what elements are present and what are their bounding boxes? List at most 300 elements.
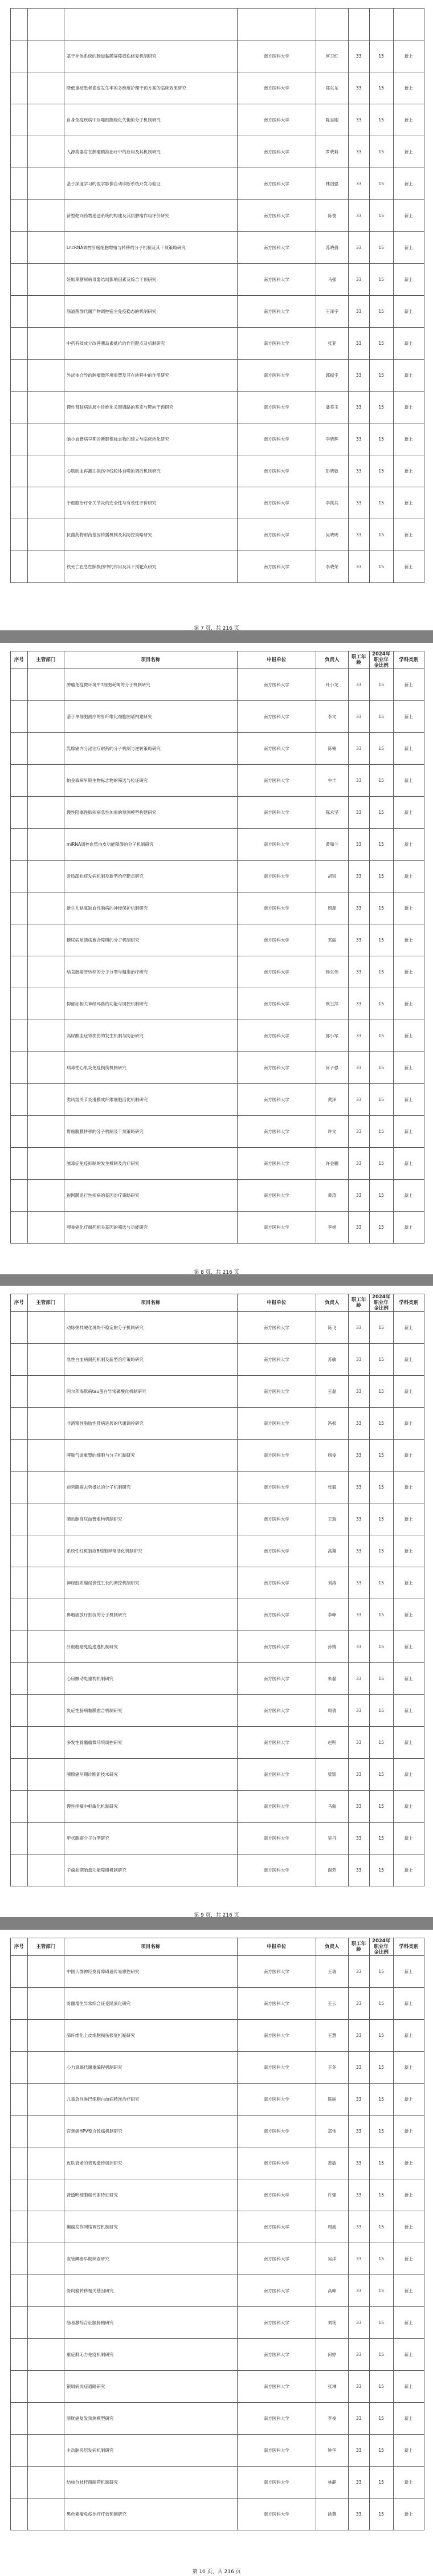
table-row (11, 104, 424, 136)
table-row (11, 956, 424, 988)
table-row (11, 519, 424, 551)
col-ratio-cell: 15 (369, 1376, 393, 1408)
col-dept-cell (27, 1956, 64, 1988)
col-leader-cell: 周源 (316, 892, 348, 924)
col-leader-cell: 李晓辉 (316, 423, 348, 455)
col-ratio-cell: 15 (369, 2243, 393, 2275)
col-age-cell: 33 (348, 1312, 369, 1344)
col-seq-cell (11, 1440, 28, 1472)
col-ratio-cell: 15 (369, 2020, 393, 2052)
col-ratio-cell: 15 (369, 296, 393, 328)
project-table (10, 1938, 424, 2530)
col-dept-cell (27, 9, 64, 40)
col-seq-cell (11, 956, 28, 988)
col-unit-cell: 南方医科大学 (237, 2435, 316, 2467)
col-dept-cell (27, 2403, 64, 2435)
col-category-cell: 新上 (393, 1408, 424, 1440)
table-row (11, 551, 424, 583)
table-row (11, 733, 424, 765)
col-age-cell: 33 (348, 669, 369, 701)
col-dept-cell (27, 1727, 64, 1759)
col-leader-cell: 苏晓倩 (316, 232, 348, 264)
col-project-cell: 前列腺癌去势抵抗的分子机制研究 (64, 1472, 237, 1503)
col-leader-cell: 陈志刚 (316, 104, 348, 136)
col-unit-cell: 南方医科大学 (237, 104, 316, 136)
col-project-cell: 慢性疼痛中枢敏化机制研究 (64, 1791, 237, 1823)
col-category-cell: 新上 (393, 1376, 424, 1408)
col-seq-cell (11, 392, 28, 423)
col-project-cell: 黑色素瘤免疫治疗疗效预测研究 (64, 2498, 237, 2530)
col-leader-cell: 钟华 (316, 2435, 348, 2467)
col-seq-cell (11, 892, 28, 924)
table-row (11, 1727, 424, 1759)
col-seq-cell (11, 924, 28, 956)
col-age-cell: 33 (348, 2084, 369, 2116)
col-age-cell: 33 (348, 1408, 369, 1440)
col-unit-cell: 南方医科大学 (237, 519, 316, 551)
col-unit-cell: 南方医科大学 (237, 1052, 316, 1084)
col-leader-cell: 吴晓明 (316, 519, 348, 551)
col-category-cell: 新上 (393, 232, 424, 264)
table-row (11, 861, 424, 892)
col-dept-cell (27, 72, 64, 104)
table-row (11, 296, 424, 328)
table-row (11, 2339, 424, 2371)
col-seq-cell (11, 733, 28, 765)
col-seq-cell (11, 988, 28, 1020)
col-age-cell: 33 (348, 1567, 369, 1599)
col-category-cell: 新上 (393, 1440, 424, 1472)
col-leader-cell: 王磊 (316, 1376, 348, 1408)
col-dept-cell (27, 797, 64, 829)
col-unit-cell: 南方医科大学 (237, 1312, 316, 1344)
col-seq-header: 序号 (11, 651, 28, 669)
col-unit-cell: 南方医科大学 (237, 1567, 316, 1599)
col-project-cell: 非酒精性脂肪性肝病进展的代谢调控研究 (64, 1408, 237, 1440)
col-ratio-cell: 15 (369, 1312, 393, 1344)
col-dept-cell (27, 423, 64, 455)
col-leader-cell: 马骏 (316, 1791, 348, 1823)
col-seq-cell (11, 2498, 28, 2530)
col-age-cell: 33 (348, 2307, 369, 2339)
col-age-cell: 33 (348, 1695, 369, 1727)
col-dept-cell (27, 924, 64, 956)
col-leader-cell: 王慧 (316, 2020, 348, 2052)
col-project-cell: 慢性肾脏病进展中纤维化关键通路的鉴定与靶向干预研究 (64, 392, 237, 423)
col-ratio-cell: 15 (369, 2403, 393, 2435)
table-row (11, 669, 424, 701)
col-leader-cell: 梁颖 (316, 1759, 348, 1791)
col-ratio-cell: 15 (369, 2498, 393, 2530)
col-leader-cell: 李晓荣 (316, 551, 348, 583)
col-project-cell (64, 9, 237, 40)
col-age-cell: 33 (348, 2435, 369, 2467)
col-category-cell: 新上 (393, 1084, 424, 1116)
col-unit-cell: 南方医科大学 (237, 1631, 316, 1663)
col-dept-cell (27, 1823, 64, 1854)
col-unit-cell: 南方医科大学 (237, 892, 316, 924)
col-project-cell: 阿尔茨海默病tau蛋白异常磷酸化机制研究 (64, 1376, 237, 1408)
col-category-cell: 新上 (393, 765, 424, 797)
col-leader-cell: 王瑞 (316, 1503, 348, 1535)
col-ratio-cell: 15 (369, 519, 393, 551)
col-dept-cell (27, 232, 64, 264)
col-seq-cell (11, 1759, 28, 1791)
col-project-cell: 心肌缺血再灌注损伤中线粒体自噬的调控机制研究 (64, 455, 237, 487)
col-age-cell: 33 (348, 2403, 369, 2435)
col-age-cell: 33 (348, 2147, 369, 2179)
col-seq-cell (11, 2339, 28, 2371)
col-leader-cell: 何卫红 (316, 40, 348, 72)
col-category-cell: 新上 (393, 2275, 424, 2307)
col-seq-cell (11, 1312, 28, 1344)
col-leader-cell: 朱磊 (316, 1663, 348, 1695)
col-project-cell: 肝细胞癌免疫逃逸机制研究 (64, 1631, 237, 1663)
col-leader-cell: 邓丽 (316, 924, 348, 956)
col-dept-cell (27, 988, 64, 1020)
col-ratio-cell: 15 (369, 328, 393, 360)
table-row (11, 765, 424, 797)
col-leader-header: 负责人 (316, 1938, 348, 1956)
table-row (11, 2020, 424, 2052)
col-ratio-cell: 15 (369, 200, 393, 232)
table-row (11, 2179, 424, 2211)
col-project-cell: 中国人群神经发育障碍遗传易感性研究 (64, 1956, 237, 1988)
col-category-cell: 新上 (393, 519, 424, 551)
table-header-row (11, 1938, 424, 1956)
col-ratio-cell: 15 (369, 669, 393, 701)
col-category-cell: 新上 (393, 2498, 424, 2530)
col-category-cell: 新上 (393, 1503, 424, 1535)
col-dept-cell (27, 328, 64, 360)
col-category-cell: 新上 (393, 1663, 424, 1695)
col-age-cell: 33 (348, 200, 369, 232)
col-ratio-cell: 15 (369, 487, 393, 519)
col-category-cell: 新上 (393, 669, 424, 701)
col-category-header: 学科类别 (393, 651, 424, 669)
col-project-cell: 乳腺癌内分泌治疗耐药的分子机制与逆转策略研究 (64, 733, 237, 765)
table-row (11, 392, 424, 423)
col-dept-cell (27, 1759, 64, 1791)
col-age-cell: 33 (348, 829, 369, 861)
table-row (11, 1408, 424, 1440)
col-ratio-cell: 15 (369, 1212, 393, 1244)
col-ratio-cell: 15 (369, 2052, 393, 2084)
col-project-cell: 心力衰竭代谢重编程机制研究 (64, 2052, 237, 2084)
col-project-cell: miRNA调控血管内皮功能障碍的分子机制研究 (64, 829, 237, 861)
col-category-cell: 新上 (393, 168, 424, 200)
col-age-cell: 33 (348, 551, 369, 583)
col-seq-cell (11, 1823, 28, 1854)
col-category-cell: 新上 (393, 487, 424, 519)
col-seq-cell (11, 701, 28, 733)
col-project-cell: 癫痫发作网络调控机制研究 (64, 2211, 237, 2243)
table-row (11, 455, 424, 487)
col-leader-cell: 杨俊 (316, 1440, 348, 1472)
col-project-cell: 脑小血管病早期诊断影像标志物的建立与临床转化研究 (64, 423, 237, 455)
col-age-cell: 33 (348, 264, 369, 296)
col-project-cell: 结直肠癌肝转移的分子分型与精准治疗研究 (64, 956, 237, 988)
col-unit-cell: 南方医科大学 (237, 2371, 316, 2403)
col-seq-cell (11, 1020, 28, 1052)
col-project-cell: 甲状腺癌分子分型研究 (64, 1823, 237, 1854)
page-10 (0, 1930, 433, 2576)
col-category-cell: 新上 (393, 1116, 424, 1148)
col-leader-cell: 张毅 (316, 1472, 348, 1503)
col-ratio-cell: 15 (369, 829, 393, 861)
table-row (11, 328, 424, 360)
col-category-cell: 新上 (393, 423, 424, 455)
col-unit-cell: 南方医科大学 (237, 2211, 316, 2243)
col-leader-cell: 李俊 (316, 2403, 348, 2435)
col-seq-cell (11, 1535, 28, 1567)
col-seq-cell (11, 360, 28, 392)
col-age-cell: 33 (348, 1988, 369, 2020)
col-category-cell: 新上 (393, 1695, 424, 1727)
page-footer: 第 7 页，共 216 页 (194, 626, 239, 631)
table-row (11, 1663, 424, 1695)
col-ratio-cell: 15 (369, 1823, 393, 1854)
col-project-cell: 骨肉瘤转移相关基因研究 (64, 2275, 237, 2307)
col-category-cell: 新上 (393, 296, 424, 328)
table-row (11, 1956, 424, 1988)
col-ratio-cell: 15 (369, 892, 393, 924)
col-seq-cell (11, 1854, 28, 1886)
col-leader-cell: 李峰 (316, 1599, 348, 1631)
col-leader-cell: 陈永坚 (316, 797, 348, 829)
col-project-cell: 肠易激综合征脑肠轴研究 (64, 2307, 237, 2339)
col-category-cell: 新上 (393, 328, 424, 360)
page-footer: 第 10 页，共 216 页 (192, 2569, 241, 2575)
col-age-cell: 33 (348, 232, 369, 264)
col-dept-cell (27, 2179, 64, 2211)
col-seq-cell (11, 1631, 28, 1663)
col-ratio-cell: 15 (369, 104, 393, 136)
col-dept-cell (27, 264, 64, 296)
col-dept-cell (27, 892, 64, 924)
col-leader-cell: 高峰 (316, 2275, 348, 2307)
col-category-cell: 新上 (393, 1148, 424, 1180)
col-ratio-cell: 15 (369, 765, 393, 797)
col-age-cell: 33 (348, 2498, 369, 2530)
col-ratio-cell: 15 (369, 2179, 393, 2211)
col-ratio-cell: 15 (369, 72, 393, 104)
col-category-cell: 新上 (393, 2116, 424, 2147)
col-category-cell: 新上 (393, 1759, 424, 1791)
col-unit-cell: 南方医科大学 (237, 2179, 316, 2211)
col-seq-cell (11, 2211, 28, 2243)
col-unit-cell: 南方医科大学 (237, 232, 316, 264)
col-ratio-cell: 15 (369, 797, 393, 829)
table-row (11, 2275, 424, 2307)
col-age-cell: 33 (348, 1535, 369, 1567)
col-dept-cell (27, 2084, 64, 2116)
col-seq-cell (11, 861, 28, 892)
col-dept-cell (27, 104, 64, 136)
table-row (11, 168, 424, 200)
table-row (11, 1440, 424, 1472)
col-age-cell: 33 (348, 1440, 369, 1472)
col-dept-cell (27, 1631, 64, 1663)
table-row (11, 1020, 424, 1052)
table-row (11, 360, 424, 392)
col-ratio-cell: 15 (369, 423, 393, 455)
table-row (11, 2307, 424, 2339)
table-row (11, 264, 424, 296)
col-category-cell: 新上 (393, 1567, 424, 1599)
table-row (11, 1472, 424, 1503)
col-dept-cell (27, 1695, 64, 1727)
table-row (11, 1631, 424, 1663)
col-ratio-cell: 15 (369, 1956, 393, 1988)
table-row (11, 1084, 424, 1116)
col-unit-cell: 南方医科大学 (237, 360, 316, 392)
col-dept-cell (27, 2498, 64, 2530)
table-row (11, 1988, 424, 2020)
col-seq-cell (11, 72, 28, 104)
col-leader-cell: 王泽宇 (316, 296, 348, 328)
col-seq-cell (11, 551, 28, 583)
table-row (11, 40, 424, 72)
col-unit-cell: 南方医科大学 (237, 1503, 316, 1535)
col-category-cell: 新上 (393, 455, 424, 487)
col-leader-cell: 胡锐 (316, 861, 348, 892)
col-ratio-cell: 15 (369, 1535, 393, 1567)
col-seq-cell (11, 1727, 28, 1759)
col-seq-cell (11, 2307, 28, 2339)
table-row (11, 2435, 424, 2467)
col-seq-cell (11, 1956, 28, 1988)
col-seq-header: 序号 (11, 1938, 28, 1956)
col-dept-cell (27, 1503, 64, 1535)
col-category-cell: 新上 (393, 104, 424, 136)
col-project-cell: 卵巢癌化疗耐药相关基因的筛选与功能研究 (64, 1212, 237, 1244)
col-unit-header: 申报单位 (237, 651, 316, 669)
col-dept-header: 主管部门 (27, 651, 64, 669)
col-dept-cell (27, 733, 64, 765)
col-project-cell: 人源类器官在肿瘤精准治疗中的应用及其机制研究 (64, 136, 237, 168)
table-row (11, 1791, 424, 1823)
col-ratio-cell: 15 (369, 2371, 393, 2403)
col-project-header: 项目名称 (64, 1294, 237, 1312)
col-dept-cell (27, 168, 64, 200)
col-seq-cell (11, 1567, 28, 1599)
col-unit-cell: 南方医科大学 (237, 2243, 316, 2275)
col-ratio-header: 2024年职业年金比例 (369, 651, 393, 669)
table-row (11, 892, 424, 924)
col-seq-cell (11, 168, 28, 200)
col-category-cell: 新上 (393, 1988, 424, 2020)
col-unit-cell: 南方医科大学 (237, 2403, 316, 2435)
col-unit-header: 申报单位 (237, 1938, 316, 1956)
col-unit-cell (237, 9, 316, 40)
col-age-cell: 33 (348, 1472, 369, 1503)
col-dept-cell (27, 2211, 64, 2243)
col-leader-cell: 刘艳 (316, 2307, 348, 2339)
col-leader-cell: 王冬 (316, 2052, 348, 2084)
col-leader-cell: 许文 (316, 1116, 348, 1148)
col-age-cell: 33 (348, 1791, 369, 1823)
col-category-cell: 新上 (393, 733, 424, 765)
col-ratio-cell: 15 (369, 1854, 393, 1886)
table-row (11, 1344, 424, 1376)
col-category-cell: 新上 (393, 2179, 424, 2211)
col-dept-cell (27, 1052, 64, 1084)
col-ratio-cell: 15 (369, 2147, 393, 2179)
table-row (11, 72, 424, 104)
col-leader-cell: 冯振 (316, 1408, 348, 1440)
col-unit-cell: 南方医科大学 (237, 1727, 316, 1759)
col-unit-cell: 南方医科大学 (237, 1440, 316, 1472)
col-unit-cell: 南方医科大学 (237, 200, 316, 232)
table-row (11, 1599, 424, 1631)
col-ratio-cell: 15 (369, 232, 393, 264)
col-project-cell: 糖尿病足溃疡愈合障碍的分子机制研究 (64, 924, 237, 956)
col-dept-cell (27, 1116, 64, 1148)
project-table (10, 8, 424, 583)
col-unit-cell: 南方医科大学 (237, 2052, 316, 2084)
col-category-cell: 新上 (393, 2084, 424, 2116)
col-unit-cell: 南方医科大学 (237, 2020, 316, 2052)
col-age-cell: 33 (348, 1663, 369, 1695)
col-category-cell: 新上 (393, 1956, 424, 1988)
col-leader-cell: 吴丹 (316, 1823, 348, 1854)
col-dept-cell (27, 519, 64, 551)
col-dept-cell (27, 2147, 64, 2179)
col-age-cell: 33 (348, 1631, 369, 1663)
col-dept-cell (27, 1148, 64, 1180)
col-dept-cell (27, 1535, 64, 1567)
col-project-cell: 宫颈癌HPV整合致癌机制研究 (64, 2116, 237, 2147)
col-dept-cell (27, 1440, 64, 1472)
col-seq-cell (11, 1791, 28, 1823)
col-age-cell: 33 (348, 701, 369, 733)
col-category-cell: 新上 (393, 2211, 424, 2243)
col-age-cell: 33 (348, 1854, 369, 1886)
col-unit-cell: 南方医科大学 (237, 1212, 316, 1244)
col-dept-cell (27, 861, 64, 892)
col-age-cell: 33 (348, 1376, 369, 1408)
col-unit-cell: 南方医科大学 (237, 1084, 316, 1116)
col-leader-cell: 苏敏 (316, 1344, 348, 1376)
col-category-cell: 新上 (393, 2435, 424, 2467)
col-leader-cell: 赵明 (316, 1727, 348, 1759)
project-table (10, 1294, 424, 1886)
col-category-cell: 新上 (393, 136, 424, 168)
col-ratio-cell: 15 (369, 1791, 393, 1823)
col-category-cell: 新上 (393, 2371, 424, 2403)
table-row (11, 136, 424, 168)
col-unit-cell: 南方医科大学 (237, 72, 316, 104)
col-ratio-cell: 15 (369, 2116, 393, 2147)
col-unit-cell: 南方医科大学 (237, 392, 316, 423)
col-dept-cell (27, 956, 64, 988)
col-category-cell: 新上 (393, 2147, 424, 2179)
col-ratio-cell: 15 (369, 1503, 393, 1535)
col-leader-cell: 王云 (316, 1988, 348, 2020)
col-unit-cell: 南方医科大学 (237, 1116, 316, 1148)
col-age-cell: 33 (348, 733, 369, 765)
col-unit-cell: 南方医科大学 (237, 765, 316, 797)
table-row (11, 487, 424, 519)
col-dept-cell (27, 1988, 64, 2020)
col-unit-cell: 南方医科大学 (237, 1854, 316, 1886)
col-leader-cell: 许强 (316, 2179, 348, 2211)
col-unit-cell: 南方医科大学 (237, 423, 316, 455)
col-ratio-cell: 15 (369, 1567, 393, 1599)
col-category-cell: 新上 (393, 40, 424, 72)
col-category-cell (393, 9, 424, 40)
